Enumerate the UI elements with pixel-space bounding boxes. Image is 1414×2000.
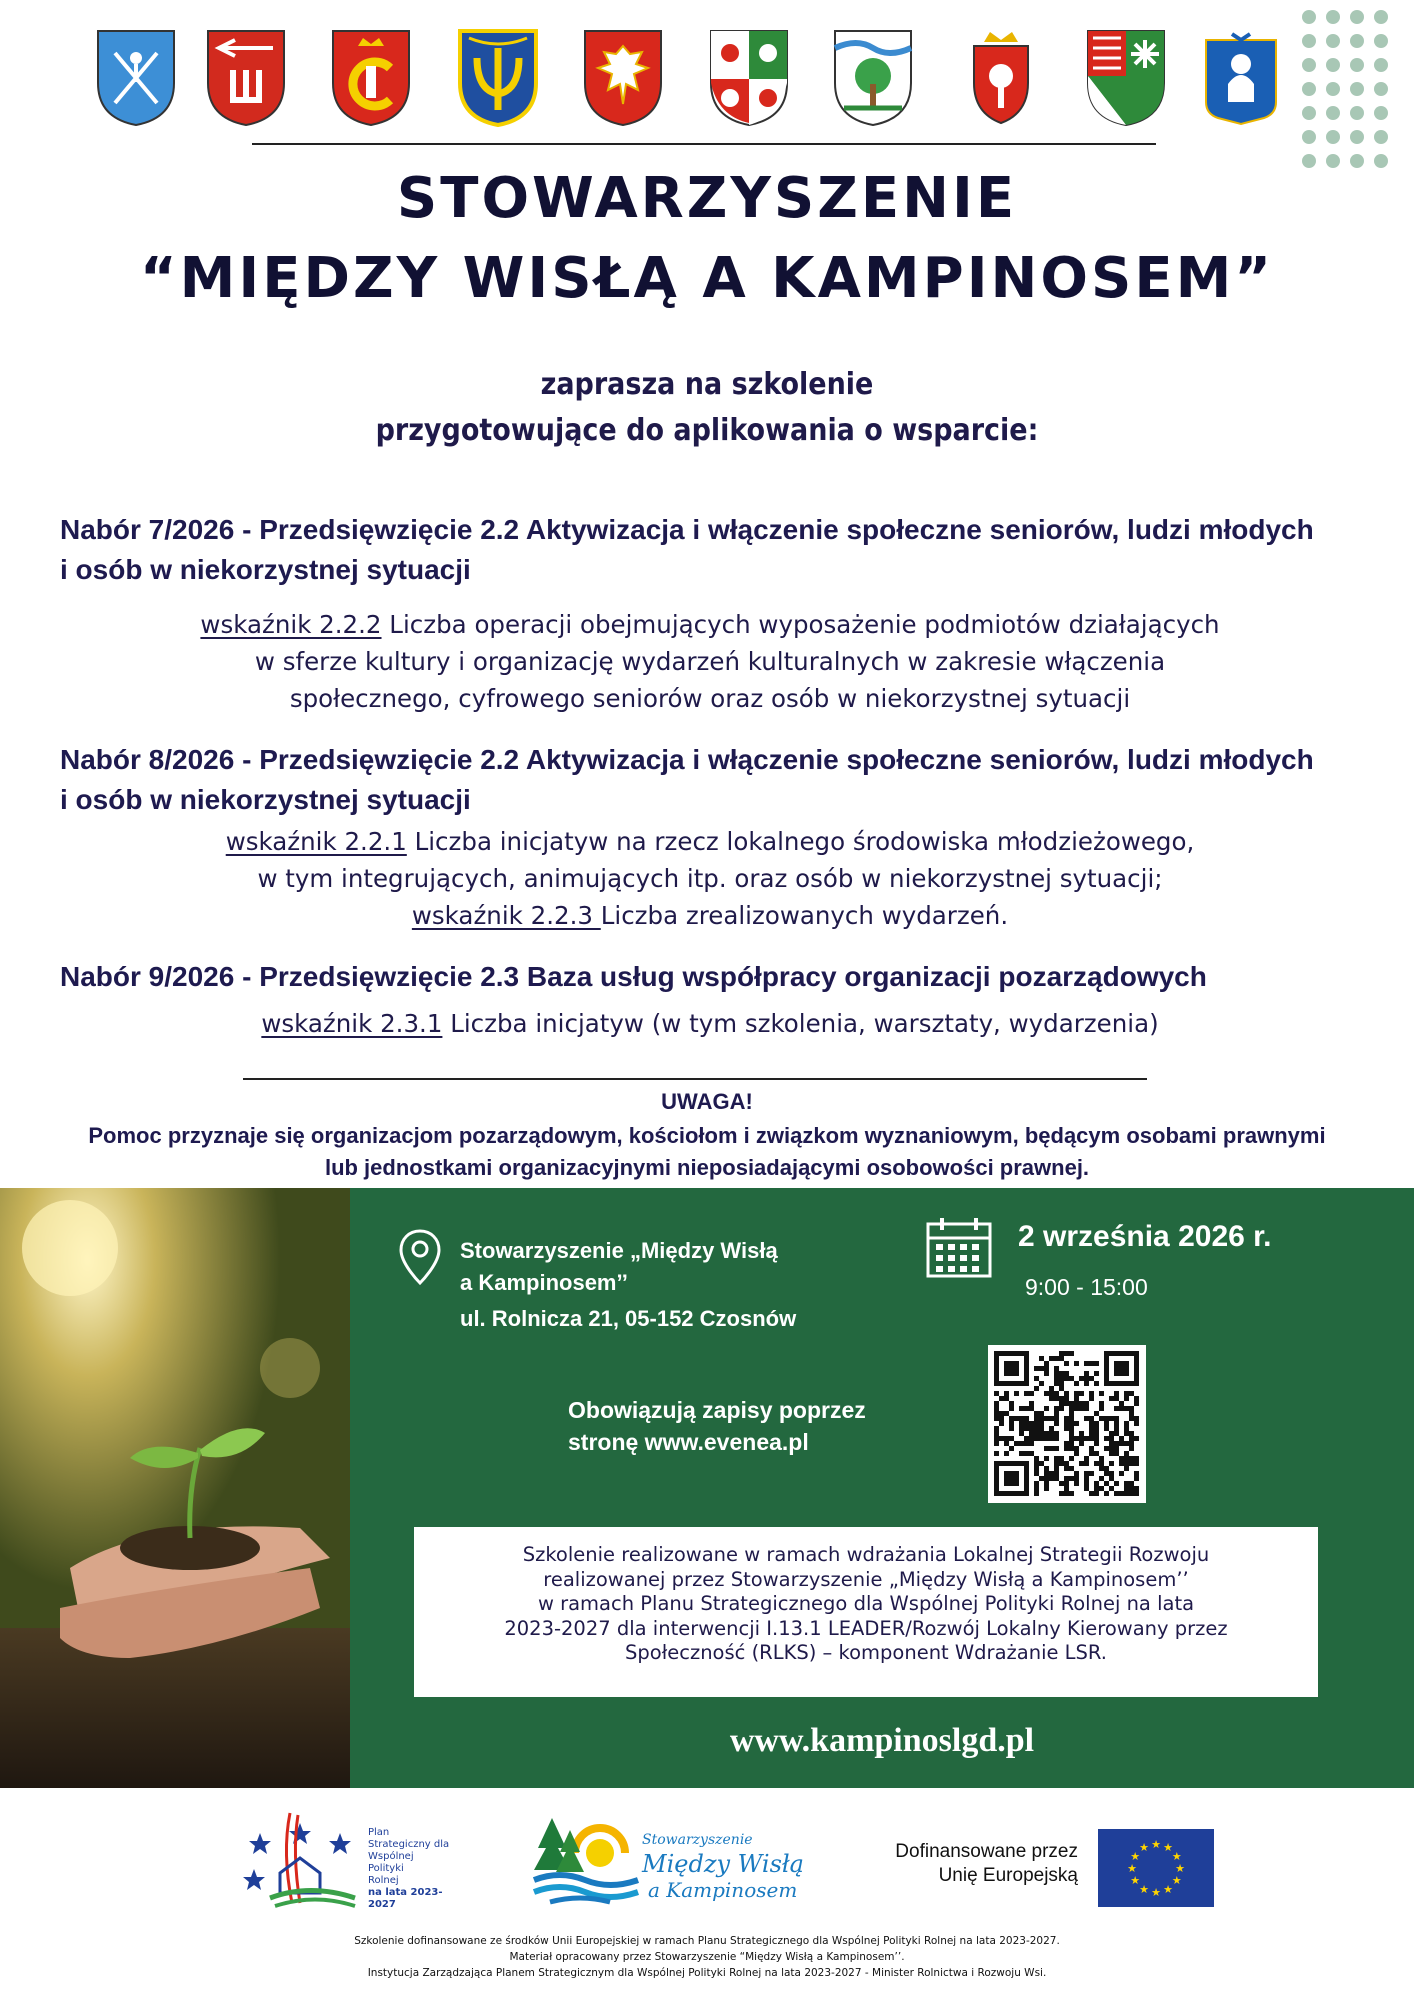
crest-icon-czosnow-tree	[832, 28, 914, 128]
crest-icon-zakroczym	[960, 28, 1042, 128]
decorative-dot	[1302, 10, 1316, 24]
lgd-text-line2: Między Wisłą	[642, 1850, 804, 1878]
decorative-dot	[1374, 10, 1388, 24]
decorative-dot	[1374, 34, 1388, 48]
eu-star-icon: ★	[1151, 1838, 1161, 1851]
title-line2: “MIĘDZY WISŁĄ A KAMPINOSEM”	[139, 246, 1275, 311]
funding-info-text	[434, 1543, 1298, 1666]
lgd-logo	[530, 1808, 830, 1908]
qr-code-image	[988, 1345, 1146, 1503]
event-address: ul. Rolnicza 21, 05-152 Czosnów	[460, 1306, 797, 1331]
invite-line2: przygotowujące do aplikowania o wsparcie:	[375, 413, 1039, 448]
notice-title: UWAGA!	[661, 1089, 753, 1114]
funding-info-line1: Szkolenie realizowane w ramach wdrażania Lokalnej Strategii Rozwoju	[522, 1543, 1210, 1566]
funding-info-line2: realizowanej przez Stowarzyszenie „Między Wisłą a Kampinosem’’	[543, 1567, 1189, 1591]
psp-text-line3: Wspólnej	[368, 1851, 414, 1862]
event-location-line2: a Kampinosem’’	[460, 1270, 628, 1295]
psp-text-line4: Polityki	[368, 1863, 404, 1874]
eu-star-icon: ★	[1151, 1886, 1161, 1899]
indicator-2-2-2-text-line2: w sferze kultury i organizację wydarzeń kulturalnych w zakresie włączenia	[254, 647, 1166, 676]
eu-star-icon: ★	[1171, 1850, 1182, 1863]
eu-star-icon: ★	[1130, 1874, 1141, 1887]
decorative-dot-grid	[1302, 10, 1402, 175]
funding-info-line3: w ramach Planu Strategicznego dla Wspólnej Polityki Rolnej na lata	[537, 1592, 1195, 1615]
nabor-9-heading: Nabór 9/2026 - Przedsięwzięcie 2.3 Baza usług współpracy organizacji pozarządowych	[60, 961, 1207, 992]
crest-icon-stare-babice	[708, 28, 790, 128]
decorative-dot	[1326, 58, 1340, 72]
footer-line2: Materiał opracowany przez Stowarzyszenie “Między Wisłą a Kampinosem’’.	[509, 1951, 905, 1963]
lgd-text-line3: a Kampinosem	[648, 1878, 798, 1902]
signup-line1: Obowiązują zapisy poprzez	[568, 1397, 866, 1423]
psp-text-line2: Strategiczny dla	[368, 1839, 450, 1850]
indicator-2-3-1-text: Liczba inicjatyw (w tym szkolenia, warsztaty, wydarzenia)	[442, 1009, 1159, 1038]
eu-star-icon: ★	[1130, 1850, 1141, 1863]
eu-star-icon: ★	[1163, 1882, 1173, 1896]
footer-line1: Szkolenie dofinansowane ze środków Unii Europejskiej w ramach Planu Strategicznego dla Wspólnej Polityki Rolnej na lata 2023-2027.	[354, 1935, 1060, 1947]
decorative-dot	[1374, 58, 1388, 72]
crest-icon-lomianki	[330, 28, 412, 128]
psp-text-line6: na lata 2023-2027	[368, 1887, 443, 1910]
indicator-2-2-1-link[interactable]: wskaźnik 2.2.1	[225, 827, 407, 856]
website-link[interactable]: www.kampinoslgd.pl	[729, 1722, 1035, 1759]
indicator-2-2-3-text: Liczba zrealizowanych wydarzeń.	[600, 901, 1009, 930]
eu-flag-icon	[1098, 1829, 1214, 1907]
indicator-2-2-2-text-line3: społecznego, cyfrowego seniorów oraz osób w niekorzystnej sytuacji	[289, 684, 1131, 713]
funding-info-line4: 2023-2027 dla interwencji I.13.1 LEADER/Rozwój Lokalny Kierowany przez	[504, 1616, 1228, 1640]
decorative-dot	[1350, 34, 1364, 48]
notice-line2: lub jednostkami organizacyjnymi nieposiadającymi osobowości prawnej.	[324, 1155, 1090, 1180]
event-location-line1: Stowarzyszenie „Między Wisłą	[460, 1238, 778, 1263]
psp-text-line1: Plan	[368, 1827, 390, 1838]
nabor-7-heading-line1: Nabór 7/2026 - Przedsięwzięcie 2.2 Aktywizacja i włączenie społeczne seniorów, ludzi młodych	[60, 514, 1314, 545]
nabor-7-heading-line2: i osób w niekorzystnej sytuacji	[60, 554, 471, 585]
signup-line2: stronę www.evenea.pl	[568, 1429, 809, 1455]
qr-code[interactable]	[988, 1345, 1146, 1503]
middle-divider	[243, 1078, 1147, 1080]
nabor-7-indicator	[60, 606, 1360, 717]
nabor-8-heading-line1: Nabór 8/2026 - Przedsięwzięcie 2.2 Aktywizacja i włączenie społeczne seniorów, ludzi młodych	[60, 744, 1314, 775]
decorative-dot	[1302, 130, 1316, 144]
decorative-dot	[1302, 58, 1316, 72]
location-pin-icon	[398, 1228, 442, 1286]
crest-icon-kampinos	[457, 28, 539, 128]
calendar-icon	[924, 1216, 994, 1280]
indicator-2-3-1-link[interactable]: wskaźnik 2.3.1	[261, 1009, 443, 1038]
event-date: 2 września 2026 r.	[1018, 1220, 1272, 1253]
notice-line1: Pomoc przyznaje się organizacjom pozarządowym, kościołom i związkom wyznaniowym, będącym osobami prawnymi	[88, 1123, 1326, 1148]
eu-star-icon: ★	[1171, 1874, 1182, 1887]
indicator-2-2-2-text: Liczba operacji obejmujących wyposażenie podmiotów działających	[381, 610, 1220, 639]
indicator-2-2-2-link[interactable]: wskaźnik 2.2.2	[200, 610, 382, 639]
eu-star-icon: ★	[1163, 1841, 1173, 1855]
eu-star-icon: ★	[1127, 1862, 1137, 1875]
top-divider	[252, 143, 1156, 145]
nabor-8-heading-line2: i osób w niekorzystnej sytuacji	[60, 784, 471, 815]
nabor-7-heading	[60, 510, 1360, 590]
footer-line3: Instytucja Zarządzająca Planem Strategicznym dla Wspólnej Polityki Rolnej na lata 2023-2027 - Minister Rolnictwa i Rozwoju Wsi.	[367, 1967, 1047, 1979]
decorative-dot	[1302, 34, 1316, 48]
decorative-dot	[1350, 82, 1364, 96]
nabor-9-indicator	[60, 1005, 1360, 1042]
decorative-dot	[1350, 10, 1364, 24]
decorative-dot	[1326, 10, 1340, 24]
lgd-emblem-icon	[530, 1808, 640, 1908]
eu-funding-line2: Unię Europejską	[938, 1865, 1078, 1886]
psp-logo	[240, 1803, 470, 1913]
psp-text-line5: Rolnej	[368, 1875, 399, 1886]
indicator-2-2-1-text-line2: w tym integrujących, animujących itp. oraz osób w niekorzystnej sytuacji;	[257, 864, 1163, 893]
eu-star-icon: ★	[1175, 1862, 1185, 1875]
eu-funding-text	[858, 1840, 1078, 1888]
crest-icon-lomna	[1085, 28, 1167, 128]
title-line1: STOWARZYSZENIE	[396, 166, 1018, 231]
crest-icon-czosnow	[95, 28, 177, 128]
crest-icon-izabelin	[582, 28, 664, 128]
indicator-2-2-1-text: Liczba inicjatyw na rzecz lokalnego środowiska młodzieżowego,	[406, 827, 1195, 856]
invite-line1: zaprasza na szkolenie	[540, 367, 874, 402]
decorative-dot	[1350, 58, 1364, 72]
psp-emblem-icon	[240, 1803, 360, 1913]
eu-star-icon: ★	[1139, 1841, 1149, 1855]
eu-funding-line1: Dofinansowane przez	[895, 1841, 1078, 1862]
nabor-8-indicators	[60, 823, 1360, 934]
decorative-dot	[1374, 82, 1388, 96]
funding-info-box	[414, 1527, 1318, 1697]
event-time: 9:00 - 15:00	[1025, 1274, 1148, 1300]
decorative-dot	[1302, 106, 1316, 120]
decorative-dot	[1302, 82, 1316, 96]
funding-info-line5: Społeczność (RLKS) – komponent Wdrażanie LSR.	[625, 1641, 1107, 1664]
crest-icon-lesznowola	[1200, 28, 1282, 128]
psp-text	[368, 1827, 470, 1911]
lgd-text-line1: Stowarzyszenie	[642, 1832, 753, 1848]
decorative-dot	[1326, 106, 1340, 120]
decorative-dot	[1350, 106, 1364, 120]
eu-star-icon: ★	[1139, 1882, 1149, 1896]
indicator-2-2-3-link[interactable]: wskaźnik 2.2.3	[411, 901, 601, 930]
nabor-8-heading	[60, 740, 1360, 820]
decorative-dot	[1374, 106, 1388, 120]
decorative-dot	[1326, 82, 1340, 96]
seedling-photo	[0, 1188, 350, 1788]
decorative-dot	[1374, 130, 1388, 144]
decorative-dot	[1350, 130, 1364, 144]
municipal-crests-row	[80, 28, 1320, 128]
decorative-dot	[1326, 130, 1340, 144]
crest-icon-leoncin	[205, 28, 287, 128]
decorative-dot	[1326, 34, 1340, 48]
